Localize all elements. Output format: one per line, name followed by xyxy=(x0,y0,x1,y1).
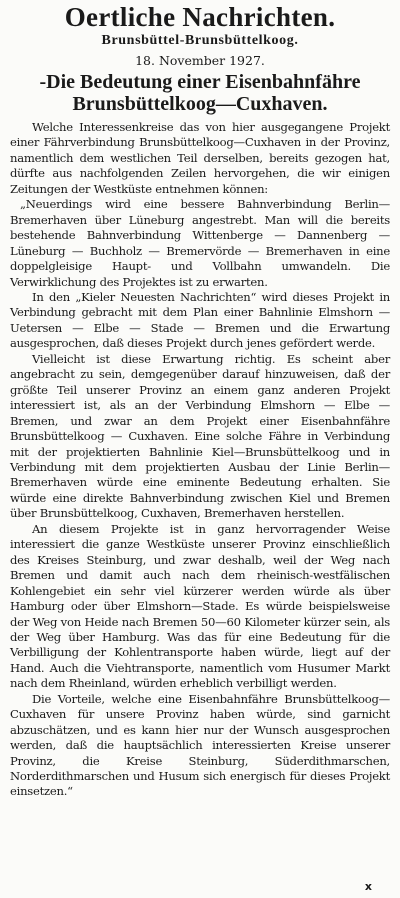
article-body xyxy=(10,120,390,800)
paragraph-4: Vielleicht ist diese Erwartung richtig. Es scheint aber angebracht zu sein, demgegenüber darauf hinzuweisen, daß der größte Teil unserer Provinz an einem ganz anderen Projekt interessiert ist, als an der Verbindung Elmshorn — Elbe — Bremen, und zwar an dem Projekt einer Eisenbahnfähre Brunsbüttelkoog — Cuxhaven. Eine solche Fähre in Verbindung mit der projektierten Bahnlinie Kiel—Brunsbüttelkoog und in Verbindung mit dem projektierten Ausbau der Linie Berlin—Bremerhaven würde eine eminente Bedeutung erhalten. Sie würde eine direkte Bahnverbindung zwischen Kiel und Bremen über Brunsbüttelkoog, Cuxhaven, Bremerhaven herstellen. xyxy=(10,351,390,521)
paragraph-6: Die Vorteile, welche eine Eisenbahnfähre Brunsbüttelkoog—Cuxhaven für unsere Provinz haben würde, sind garnicht abzuschätzen, und es kann hier nur der Wunsch ausgesprochen werden, daß die hauptsächlich interessierten Kreise unserer Provinz, die Kreise Steinburg, Süderdithmarschen, Norderdithmarschen und Husum sich energisch für dieses Projekt einsetzen.“ xyxy=(10,691,390,799)
article-title xyxy=(10,71,390,115)
section-heading: Oertliche Nachrichten. xyxy=(64,2,336,32)
paragraph-3: In den „Kieler Neuesten Nachrichten“ wird dieses Projekt in Verbindung gebracht mit dem Plan einer Bahnlinie Elmshorn — Uetersen — Elbe — Stade — Bremen und die Erwartung ausgesprochen, daß dieses Projekt durch jenes gefördert werde. xyxy=(10,289,390,351)
end-mark: x xyxy=(364,880,372,893)
article-title-line-2: Brunsbüttelkoog—Cuxhaven. xyxy=(72,93,328,115)
article-title-line-1: -Die Bedeutung einer Eisenbahnfähre xyxy=(39,71,361,93)
dateline: 18. November 1927. xyxy=(135,53,265,68)
paragraph-1: Welche Interessenkreise das von hier ausgegangene Projekt einer Fährverbindung Brunsbüttelkoog—Cuxhaven in der Provinz, namentlich dem westlichen Teil derselben, bereits gezogen hat, dürfte aus nachfolgenden Zeilen hervorgehen, die wir einigen Zeitungen der Westküste entnehmen können: xyxy=(10,120,390,196)
paragraph-5: An diesem Projekte ist in ganz hervorragender Weise interessiert die ganze Westküste unserer Provinz einschließlich des Kreises Steinburg, und zwar deshalb, weil der Weg nach Bremen und damit auch nach dem rheinisch-westfälischen Kohlengebiet ein sehr viel kürzerer werden würde als über Hamburg oder über Elmshorn—Stade. Es würde beispielsweise der Weg von Heide nach Bremen 50—60 Kilometer kürzer sein, als der Weg über Hamburg. Was das für eine Bedeutung für die Verbilligung der Kohlentransporte haben würde, liegt auf der Hand. Auch die Viehtransporte, namentlich vom Husumer Markt nach dem Rheinland, würden erheblich verbilligt werden. xyxy=(10,521,390,691)
paragraph-2: „Neuerdings wird eine bessere Bahnverbindung Berlin—Bremerhaven über Lüneburg angestrebt. Man will die bereits bestehende Bahnverbindung Wittenberge — Dannenberg — Lüneburg — Buchholz — Bremervörde — Bremerhaven in eine doppelgleisige Haupt- und Vollbahn umwandeln. Die Verwirklichung des Projektes ist zu erwarten. xyxy=(10,197,390,289)
location-heading: Brunsbüttel-Brunsbüttelkoog. xyxy=(101,33,299,48)
